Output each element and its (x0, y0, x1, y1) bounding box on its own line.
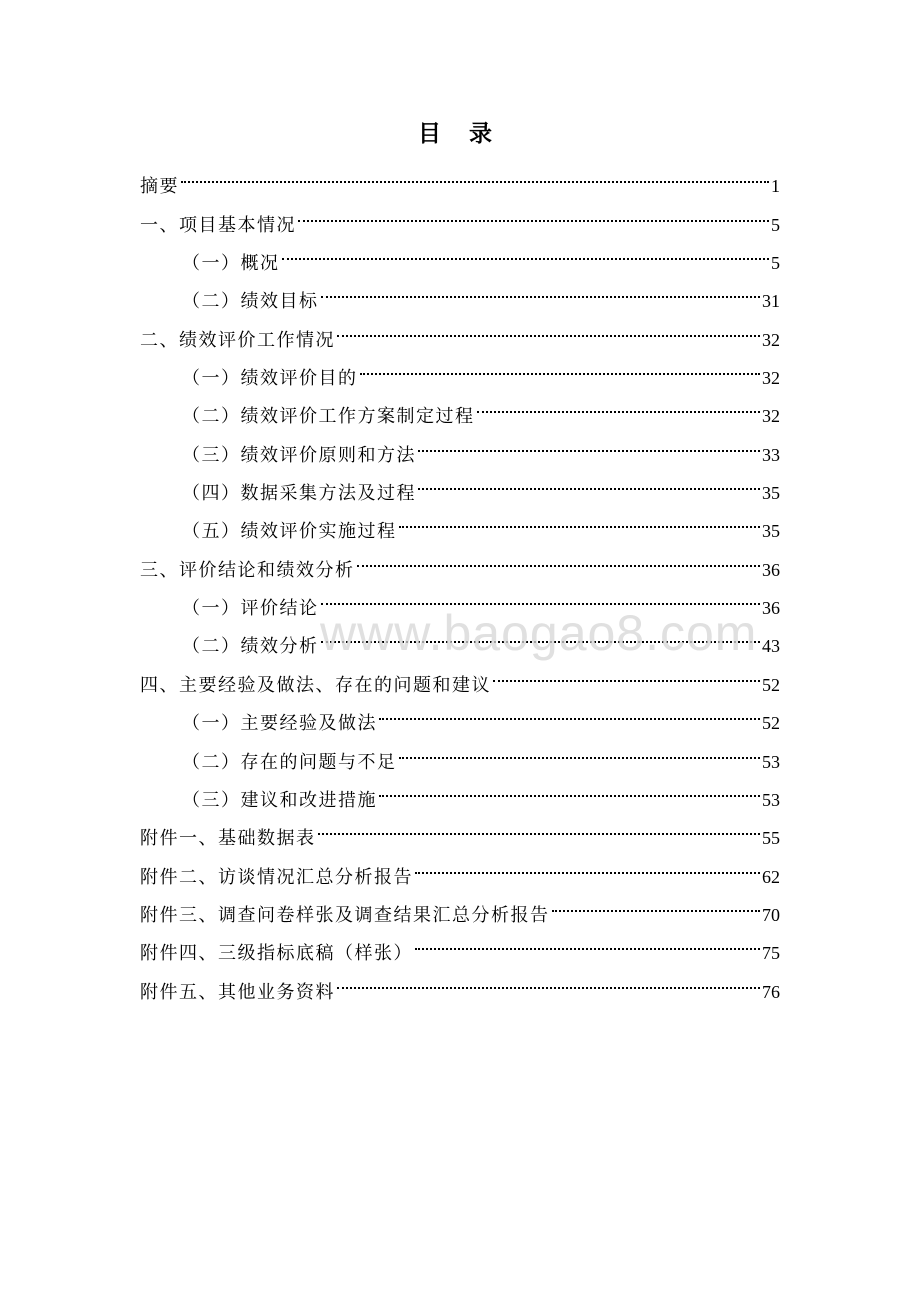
toc-entry-label: 附件三、调查问卷样张及调查结果汇总分析报告 (140, 904, 550, 926)
toc-dot-leader (181, 154, 769, 192)
toc-entry-label: （二）绩效分析 (182, 636, 319, 658)
toc-entry-label: 二、绩效评价工作情况 (140, 329, 335, 351)
toc-dot-leader (379, 768, 760, 806)
toc-entry-label: （一）绩效评价目的 (182, 368, 358, 390)
toc-entry-page-number: 32 (762, 368, 780, 389)
watermark: www.baogao8.com (320, 605, 758, 661)
toc-dot-leader (321, 614, 761, 652)
toc-dot-leader (282, 231, 770, 269)
toc-entry-page-number: 52 (762, 674, 780, 695)
toc-entry-label: （五）绩效评价实施过程 (182, 521, 397, 543)
toc-entry-label: 附件四、三级指标底稿（样张） (140, 943, 413, 965)
toc-dot-leader (552, 883, 761, 921)
toc-entry-label: 四、主要经验及做法、存在的问题和建议 (140, 674, 491, 696)
toc-entry-label: （一）概况 (182, 253, 280, 275)
toc-dot-leader (357, 537, 761, 575)
toc-entry-label: （一）主要经验及做法 (182, 713, 377, 735)
toc-entry-label: 一、项目基本情况 (140, 214, 296, 236)
toc-entry-label: 附件五、其他业务资料 (140, 981, 335, 1003)
toc-entry-page-number: 53 (762, 751, 780, 772)
toc-dot-leader (493, 652, 760, 690)
toc-dot-leader (418, 422, 760, 460)
toc-entry-page-number: 5 (771, 214, 780, 235)
toc-title: 目 录 (417, 120, 502, 147)
toc-dot-leader (415, 844, 760, 882)
toc-entry-label: （一）评价结论 (182, 598, 319, 620)
toc-entry-label: 附件一、基础数据表 (140, 828, 316, 850)
toc-dot-leader (379, 691, 760, 729)
toc-entry-page-number: 5 (771, 253, 780, 274)
toc-dot-leader (399, 499, 761, 537)
toc-dot-leader (298, 192, 769, 230)
toc-entry-label: （三）建议和改进措施 (182, 789, 377, 811)
toc-entry-page-number: 36 (762, 598, 780, 619)
toc-entry-page-number: 31 (762, 291, 780, 312)
toc-entry-page-number: 32 (762, 329, 780, 350)
toc-entry-label: （二）绩效评价工作方案制定过程 (182, 406, 475, 428)
toc-dot-leader (318, 806, 761, 844)
toc-dot-leader (418, 461, 760, 499)
toc-list (140, 154, 780, 1003)
toc-entry-page-number: 53 (762, 789, 780, 810)
toc-entry-label: 摘要 (140, 176, 179, 198)
toc-entry-label: （三）绩效评价原则和方法 (182, 444, 416, 466)
toc-entry-page-number: 76 (762, 981, 780, 1002)
toc-entry-page-number: 75 (762, 943, 780, 964)
toc-entry-page-number: 35 (762, 521, 780, 542)
toc-entry-label: 三、评价结论和绩效分析 (140, 559, 355, 581)
toc-dot-leader (415, 921, 760, 959)
toc-entry[interactable] (140, 192, 780, 236)
toc-dot-leader (337, 307, 760, 345)
toc-entry-page-number: 33 (762, 444, 780, 465)
toc-entry-page-number: 36 (762, 559, 780, 580)
toc-entry-label: （四）数据采集方法及过程 (182, 483, 416, 505)
toc-entry-label: 附件二、访谈情况汇总分析报告 (140, 866, 413, 888)
toc-entry-page-number: 43 (762, 636, 780, 657)
toc-entry[interactable] (140, 154, 780, 198)
toc-entry-label: （二）存在的问题与不足 (182, 751, 397, 773)
toc-entry-page-number: 1 (771, 176, 780, 197)
toc-entry-page-number: 52 (762, 713, 780, 734)
toc-dot-leader (337, 959, 760, 997)
toc-entry-page-number: 35 (762, 483, 780, 504)
toc-entry-page-number: 62 (762, 866, 780, 887)
toc-dot-leader (321, 269, 761, 307)
toc-dot-leader (477, 384, 761, 422)
toc-dot-leader (360, 346, 761, 384)
toc-entry-page-number: 55 (762, 828, 780, 849)
toc-entry-page-number: 32 (762, 406, 780, 427)
toc-entry-page-number: 70 (762, 904, 780, 925)
toc-dot-leader (321, 576, 761, 614)
toc-entry-label: （二）绩效目标 (182, 291, 319, 313)
toc-dot-leader (399, 729, 761, 767)
